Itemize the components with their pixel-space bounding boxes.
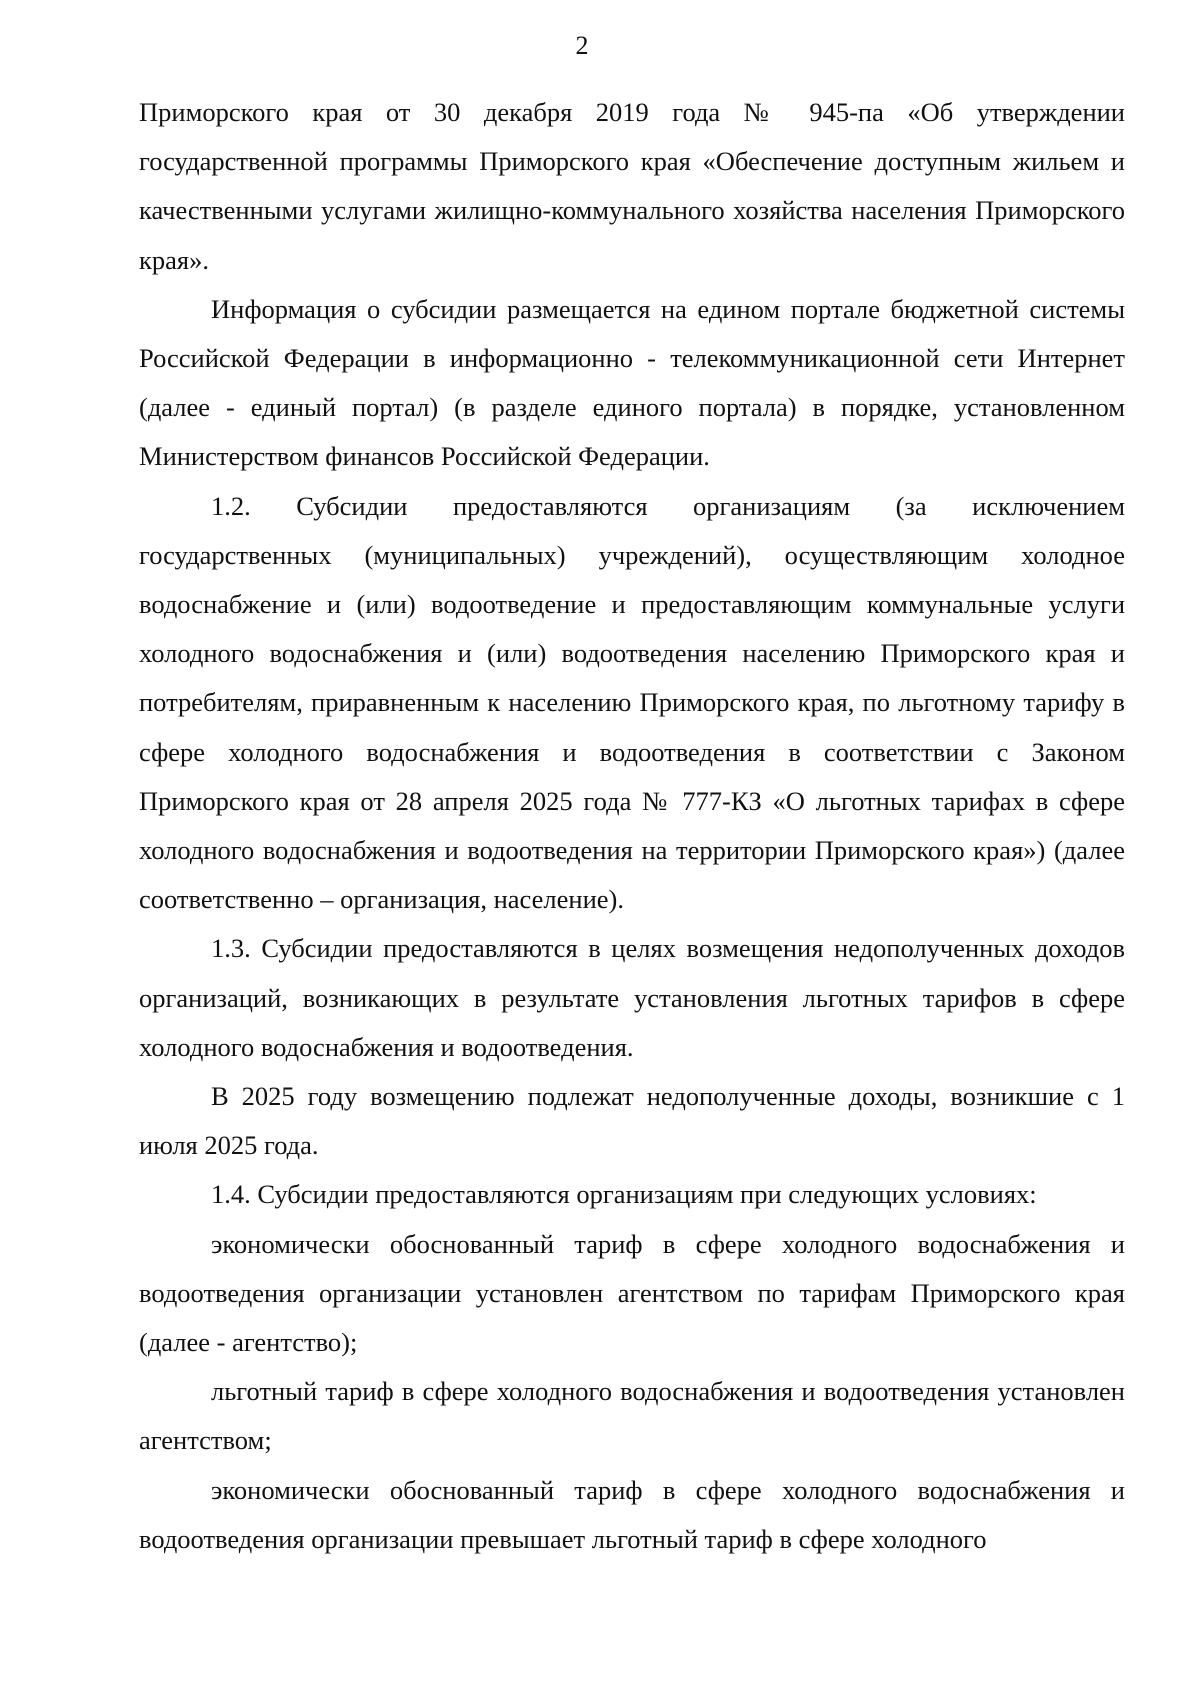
paragraph-section-1-2: 1.2. Субсидии предоставляются организациям (за исключением государственных (муниципальных) учреждений), осуществляющим холодное водоснабжение и (или) водоотведение и предоставляющим коммунальные услуги холодного водоснабжения и (или) водоотведения населению Приморского края и потребителям, приравненным к населению Приморского края, по льготному тарифу в сфере холодного водоснабжения и водоотведения в соответствии с Законом Приморского края от 28 апреля 2025 года № 777-КЗ «О льготных тарифах в сфере холодного водоснабжения и водоотведения на территории Приморского края») (далее соответственно – организация, население). (139, 490, 1125, 915)
paragraph-subsidy-information: Информация о субсидии размещается на едином портале бюджетной системы Российской Федерации в информационно - телекоммуникационной сети Интернет (далее - единый портал) (в разделе единого портала) в порядке, установленном Министерством финансов Российской Федерации. (139, 293, 1125, 472)
paragraph-condition-preferential-tariff: льготный тариф в сфере холодного водоснабжения и водоотведения установлен агентством; (139, 1376, 1125, 1456)
page-number: 2 (575, 31, 589, 60)
paragraph-section-1-3: 1.3. Субсидии предоставляются в целях возмещения недополученных доходов организаций, возникающих в результате установления льготных тарифов в сфере холодного водоснабжения и водоотведения. (139, 933, 1125, 1062)
paragraph-condition-economic-tariff: экономически обоснованный тариф в сфере холодного водоснабжения и водоотведения организации установлен агентством по тарифам Приморского края (далее - агентство); (139, 1228, 1125, 1358)
document-body (139, 88, 1125, 1564)
paragraph-continuation: Приморского края от 30 декабря 2019 года № 945-па «Об утверждении государственной программы Приморского края «Обеспечение доступным жильем и качественными услугами жилищно-коммунального хозяйства населения Приморского края». (139, 97, 1125, 275)
paragraph-2025-compensation: В 2025 году возмещению подлежат недополученные доходы, возникшие с 1 июля 2025 года. (139, 1081, 1125, 1161)
paragraph-section-1-4: 1.4. Субсидии предоставляются организациям при следующих условиях: (211, 1179, 1037, 1210)
paragraph-condition-tariff-excess: экономически обоснованный тариф в сфере холодного водоснабжения и водоотведения организации превышает льготный тариф в сфере холодного (139, 1474, 1125, 1554)
